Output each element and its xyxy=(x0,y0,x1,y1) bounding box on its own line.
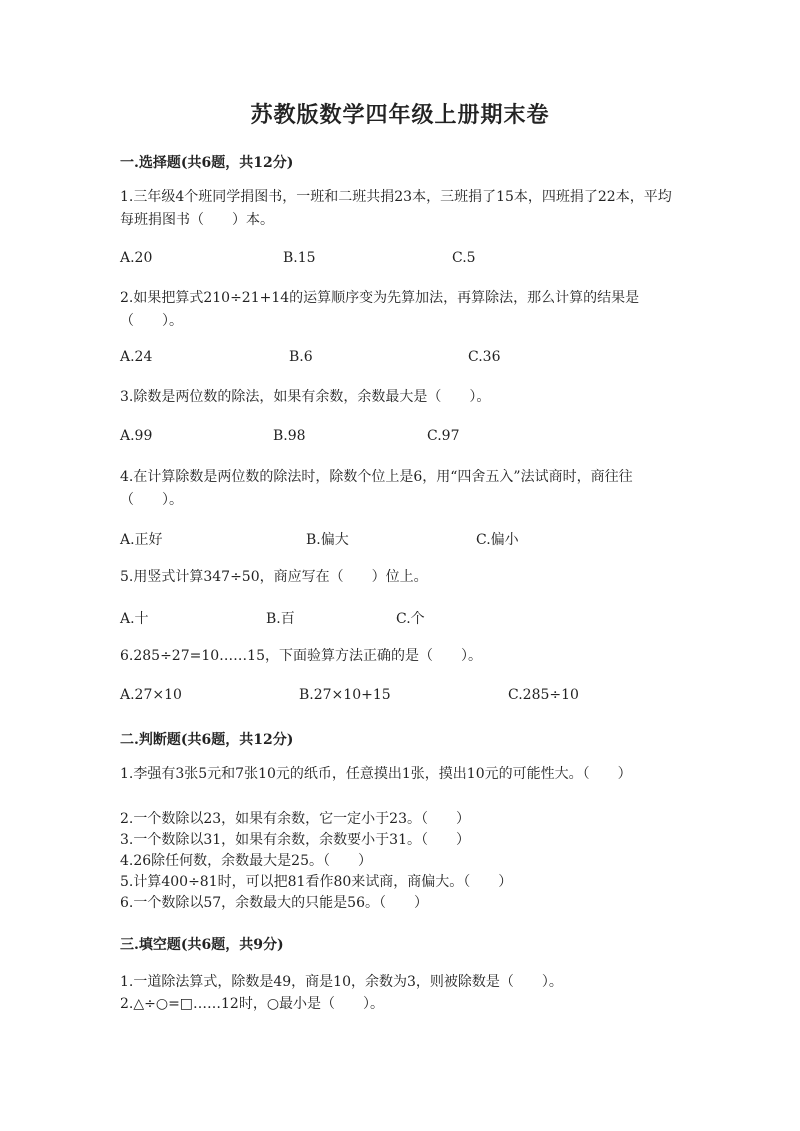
option-c: C.偏小 xyxy=(476,532,519,548)
statement-item: 6.一个数除以57，余数最大的只能是56。（ ） xyxy=(120,895,428,911)
section-heading-fill-blank: 三.填空题(共6题，共9分) xyxy=(120,937,284,953)
option-a: A.十 xyxy=(120,611,149,627)
option-a: A.正好 xyxy=(120,532,163,548)
option-a: A.24 xyxy=(120,349,153,365)
option-a: A.27×10 xyxy=(120,687,182,703)
option-b: B.偏大 xyxy=(306,532,349,548)
statement-item: 1.李强有3张5元和7张10元的纸币，任意摸出1张，摸出10元的可能性大。（ ） xyxy=(120,766,632,782)
section-heading-judgement: 二.判断题(共6题，共12分) xyxy=(120,732,294,748)
option-c: C.个 xyxy=(396,611,425,627)
question-text: 4.在计算除数是两位数的除法时，除数个位上是6，用“四舍五入”法试商时，商往往（ ）。 xyxy=(120,469,633,508)
question-text: 3.除数是两位数的除法，如果有余数，余数最大是（ ）。 xyxy=(120,389,491,405)
statement-item: 5.计算400÷81时，可以把81看作80来试商，商偏大。（ ） xyxy=(120,874,513,890)
option-c: C.5 xyxy=(452,250,476,266)
question-text: 5.用竖式计算347÷50，商应写在（ ）位上。 xyxy=(120,569,428,585)
statement-item: 2.一个数除以23，如果有余数，它一定小于23。（ ） xyxy=(120,811,470,827)
option-c: C.97 xyxy=(427,428,460,444)
section-heading-choice: 一.选择题(共6题，共12分) xyxy=(120,155,294,171)
option-c: C.36 xyxy=(468,349,501,365)
option-a: A.20 xyxy=(120,250,153,266)
option-b: B.15 xyxy=(283,250,316,266)
option-b: B.27×10+15 xyxy=(299,687,391,703)
option-b: B.百 xyxy=(266,611,295,627)
option-b: B.6 xyxy=(289,349,313,365)
question-text: 6.285÷27=10……15，下面验算方法正确的是（ ）。 xyxy=(120,648,482,664)
option-c: C.285÷10 xyxy=(508,687,579,703)
question-text: 2.如果把算式210÷21+14的运算顺序变为先算加法，再算除法，那么计算的结果是（ ）。 xyxy=(120,290,640,329)
statement-item: 3.一个数除以31，如果有余数，余数要小于31。（ ） xyxy=(120,832,470,848)
page-title: 苏教版数学四年级上册期末卷 xyxy=(250,102,550,128)
option-b: B.98 xyxy=(273,428,306,444)
fill-blank-item: 2.△÷○=□……12时，○最小是（ ）。 xyxy=(120,996,385,1012)
question-text: 1.三年级4个班同学捐图书，一班和二班共捐23本，三班捐了15本，四班捐了22本，平均每班捐图书（ ）本。 xyxy=(120,189,672,228)
option-a: A.99 xyxy=(120,428,153,444)
statement-item: 4.26除任何数，余数最大是25。（ ） xyxy=(120,853,372,869)
fill-blank-item: 1.一道除法算式，除数是49，商是10，余数为3，则被除数是（ ）。 xyxy=(120,974,563,990)
